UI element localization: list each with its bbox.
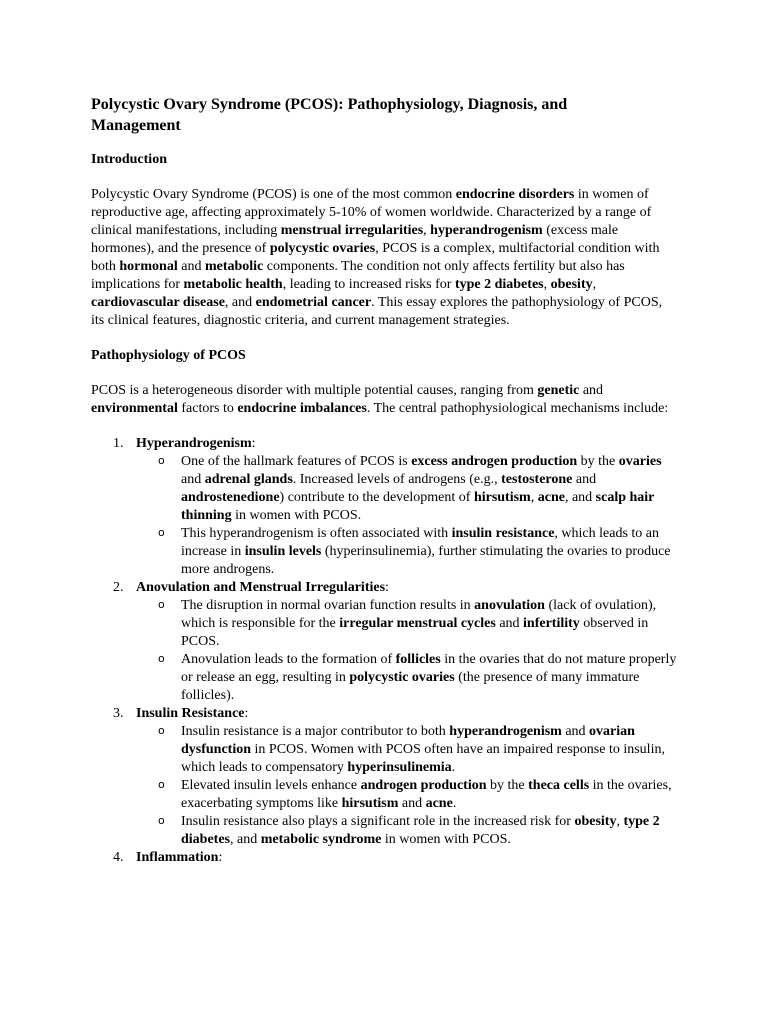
bold-term: androstenedione [181,490,280,505]
item-number: 4. [113,850,124,865]
sub-point: o This hyperandrogenism is often associated with insulin resistance, which leads to an increase in insulin levels (hyperinsulinemia), further stimulating the ovaries to produce more androgens. [158,526,671,577]
item-number: 1. [113,436,124,451]
bold-term: endocrine disorders [455,187,575,202]
sub-point-list [136,723,678,849]
sub-point: o Insulin resistance is a major contributor to both hyperandrogenism and ovarian dysfunction in PCOS. Women with PCOS often have an impaired response to insulin, which leads to compensatory hyperinsulinemia. [158,724,665,775]
pathophysiology-paragraph: PCOS is a heterogeneous disorder with multiple potential causes, ranging from genetic and environmental factors to endocrine imbalances. The central pathophysiological mechanisms include: [91,383,669,416]
bold-term: testosterone [501,472,573,487]
item-title: Hyperandrogenism [136,436,252,451]
bold-term: metabolic health [183,277,283,292]
bold-term: type 2 diabetes [454,277,544,292]
item-title: Inflammation [136,850,219,865]
circle-bullet-icon: o [158,724,165,737]
bold-term: obesity [574,814,617,829]
intro-paragraph: Polycystic Ovary Syndrome (PCOS) is one of the most common endocrine disorders in women of reproductive age, affecting approximately 5-10% of women worldwide. Characterized by a range of clinical manifestations, including menstrual irregularities, hyperandrogenism (excess male hormones), and the presence of polycystic ovaries, PCOS is a complex, multifactorial condition with both hormonal and metabolic components. The condition not only affects fertility but also has implications for metabolic health, leading to increased risks for type 2 diabetes, obesity, cardiovascular disease, and endometrial cancer. This essay explores the pathophysiology of PCOS, its clinical features, diagnostic criteria, and current management strategies. [91,187,663,328]
document-title: Polycystic Ovary Syndrome (PCOS): Pathophysiology, Diagnosis, and Management [91,96,568,134]
bold-term: follicles [395,652,441,667]
bold-term: genetic [537,383,580,398]
bold-term: hirsutism [473,490,531,505]
bold-term: polycystic ovaries [349,670,455,685]
bold-term: cardiovascular disease [91,295,225,310]
circle-bullet-icon: o [158,454,165,467]
bold-term: menstrual irregularities [280,223,424,238]
sub-point: o Elevated insulin levels enhance androgen production by the theca cells in the ovaries, exacerbating symptoms like hirsutism and acne. [158,778,672,811]
mechanism-item: 4. Inflammation: [113,850,223,865]
circle-bullet-icon: o [158,814,165,827]
circle-bullet-icon: o [158,652,165,665]
bold-term: obesity [550,277,593,292]
mechanism-item: 2. Anovulation and Menstrual Irregularities: o The disruption in normal ovarian function results in anovulation (lack of ovulation), which is responsible for the irregular menstrual cycles and infertility observed in PCOS. o Anovulation leads to the formation of follicles in the ovaries that do not mature properly or release an egg, resulting in polycystic ovaries (the presence of many immature follicles). [113,580,677,703]
bold-term: hyperandrogenism [430,223,543,238]
item-number: 3. [113,706,124,721]
bold-term: hirsutism [341,796,399,811]
bold-term: insulin levels [244,544,322,559]
bold-term: excess androgen production [411,454,578,469]
item-title: Insulin Resistance [136,706,245,721]
sub-point-list [136,453,678,579]
bold-term: irregular menstrual cycles [339,616,496,631]
bold-term: acne [425,796,453,811]
mechanism-item: 3. Insulin Resistance: o Insulin resistance is a major contributor to both hyperandrogenism and ovarian dysfunction in PCOS. Women with PCOS often have an impaired response to insulin, which leads to compensatory hyperinsulinemia. o Elevated insulin levels enhance androgen production by the theca cells in the ovaries, exacerbating symptoms like hirsutism and acne. o Insulin resistance also plays a significant role in the increased risk for obesity, type 2 diabetes, and metabolic syndrome in women with PCOS. [91,705,678,849]
pathophysiology-heading: Pathophysiology of PCOS [91,348,246,363]
intro-heading: Introduction [91,152,167,167]
circle-bullet-icon: o [158,778,165,791]
bold-term: type 2 diabetes [181,814,660,847]
item-number: 2. [113,580,124,595]
sub-point-list [136,597,678,705]
circle-bullet-icon: o [158,598,165,611]
bold-term: hormonal [119,259,178,274]
sub-point: o One of the hallmark features of PCOS is excess androgen production by the ovaries and adrenal glands. Increased levels of androgens (e.g., testosterone and androstenedione) contribute to the development of hirsutism, acne, and scalp hair thinning in women with PCOS. [158,454,662,523]
sub-point: o Insulin resistance also plays a significant role in the increased risk for obesity, type 2 diabetes, and metabolic syndrome in women with PCOS. [158,814,660,847]
bold-term: metabolic syndrome [260,832,382,847]
mechanism-item: 1. Hyperandrogenism: o One of the hallmark features of PCOS is excess androgen production by the ovaries and adrenal glands. Increased levels of androgens (e.g., testosterone and androstenedione) contribute to the development of hirsutism, acne, and scalp hair thinning in women with PCOS. o This hyperandrogenism is often associated with insulin resistance, which leads to an increase in insulin levels (hyperinsulinemia), further stimulating the ovaries to produce more androgens. [91,435,678,579]
bold-term: adrenal glands [204,472,293,487]
bold-term: environmental [91,401,178,416]
bold-term: endocrine imbalances [237,401,367,416]
bold-term: theca cells [528,778,590,793]
sub-point: o The disruption in normal ovarian function results in anovulation (lack of ovulation), which is responsible for the irregular menstrual cycles and infertility observed in PCOS. [158,598,657,649]
bold-term: acne [537,490,565,505]
bold-term: scalp hair thinning [181,490,655,523]
bold-term: endometrial cancer [255,295,372,310]
bold-term: hyperinsulinemia [347,760,452,775]
bold-term: androgen production [360,778,487,793]
bold-term: infertility [523,616,580,631]
bold-term: ovarian dysfunction [181,724,635,757]
bold-term: metabolic [204,259,264,274]
bold-term: ovaries [618,454,662,469]
mechanisms-list [91,435,678,867]
bold-term: anovulation [474,598,545,613]
bold-term: polycystic ovaries [269,241,376,256]
circle-bullet-icon: o [158,526,165,539]
bold-term: hyperandrogenism [449,724,562,739]
item-title: Anovulation and Menstrual Irregularities [136,580,386,595]
bold-term: insulin resistance [451,526,555,541]
sub-point: o Anovulation leads to the formation of follicles in the ovaries that do not mature properly or release an egg, resulting in polycystic ovaries (the presence of many immature follicles). [158,652,677,703]
